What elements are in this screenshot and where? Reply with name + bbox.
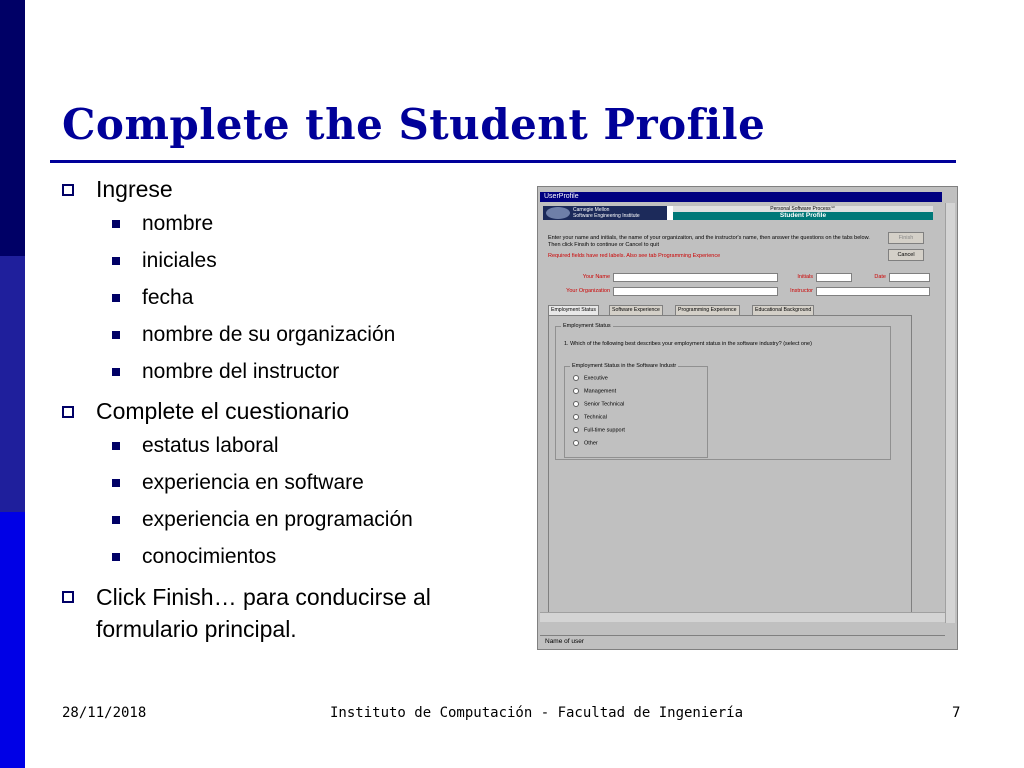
bullet-ingrese xyxy=(62,174,512,204)
radio-technical[interactable] xyxy=(573,414,607,421)
sub-bullet xyxy=(62,285,512,310)
initials-field[interactable] xyxy=(816,273,852,282)
cmu-logo-icon xyxy=(546,207,570,219)
radio-circle-icon xyxy=(573,401,579,407)
square-bullet-icon xyxy=(112,553,120,561)
tab-panel xyxy=(548,315,912,617)
left-bar-top xyxy=(0,0,25,256)
tab-employment-status[interactable]: Employment Status xyxy=(548,305,599,315)
option-label: Technical xyxy=(584,414,607,421)
sub-group-title: Employment Status in the Software Industr xyxy=(572,363,677,369)
left-bar-middle xyxy=(0,256,25,512)
radio-executive[interactable] xyxy=(573,375,608,382)
radio-other[interactable] xyxy=(573,440,598,447)
radio-circle-icon xyxy=(573,414,579,420)
sub-bullet-text: nombre del instructor xyxy=(142,360,340,383)
sub-bullet xyxy=(62,470,512,495)
psp-label: Personal Software Process℠ xyxy=(673,206,933,212)
box-bullet-icon xyxy=(62,591,74,603)
square-bullet-icon xyxy=(112,442,120,450)
bullet-cuestionario xyxy=(62,396,512,426)
box-bullet-icon xyxy=(62,406,74,418)
radio-senior-technical[interactable] xyxy=(573,401,624,408)
employment-industry-group xyxy=(564,363,708,458)
cmu-line2: Software Engineering Institute xyxy=(573,213,640,219)
option-label: Senior Technical xyxy=(584,401,625,408)
bullet-text: Ingrese xyxy=(96,176,173,202)
option-label: Other xyxy=(584,440,598,447)
group-title: Employment Status xyxy=(563,323,611,329)
square-bullet-icon xyxy=(112,220,120,228)
option-label: Full-time support xyxy=(584,427,625,434)
box-bullet-icon xyxy=(62,184,74,196)
option-label: Executive xyxy=(584,375,608,382)
tab-programming-experience[interactable]: Programming Experience xyxy=(675,305,740,315)
slide-number: 7 xyxy=(952,705,961,721)
question-text: 1. Which of the following best describes your employment status in the software industry? (select one) xyxy=(564,341,812,347)
sub-bullet xyxy=(62,507,512,532)
sub-bullet-text: conocimientos xyxy=(142,545,277,568)
your-name-label: Your Name xyxy=(582,274,610,280)
sub-bullet-text: experiencia en programación xyxy=(142,508,413,531)
cmu-line1: Carnegie Mellon xyxy=(573,207,610,213)
your-organization-label: Your Organization xyxy=(566,288,610,294)
radio-management[interactable] xyxy=(573,388,616,395)
cmu-logo-block xyxy=(543,206,667,220)
square-bullet-icon xyxy=(112,331,120,339)
radio-circle-icon xyxy=(573,440,579,446)
sub-bullet xyxy=(62,544,512,569)
sub-bullet-text: nombre xyxy=(142,212,214,235)
date-field[interactable] xyxy=(889,273,930,282)
finish-button[interactable]: Finish xyxy=(888,232,924,244)
sub-bullet xyxy=(62,322,512,347)
initials-label: Initials xyxy=(797,274,813,280)
sub-bullet-text: fecha xyxy=(142,286,194,309)
bullet-text: Click Finish… para conducirse al formulario principal. xyxy=(96,584,431,642)
instructions-text: Enter your name and initials, the name of your organizaiton, and the instructor's name, then answer the questions on the tabs below. Then click Finsih to continue or Cancel to quit xyxy=(548,235,870,248)
your-organization-field[interactable] xyxy=(613,287,778,296)
sub-bullet-text: experiencia en software xyxy=(142,471,364,494)
cancel-button[interactable]: Cancel xyxy=(888,249,924,261)
horizontal-scrollbar[interactable] xyxy=(540,612,945,622)
left-bar-bottom xyxy=(0,512,25,768)
sub-bullet xyxy=(62,433,512,458)
your-name-field[interactable] xyxy=(613,273,778,282)
footer-institution: Instituto de Computación - Facultad de Ingeniería xyxy=(330,705,744,721)
banner xyxy=(543,206,933,220)
vertical-scrollbar[interactable] xyxy=(945,203,955,623)
square-bullet-icon xyxy=(112,368,120,376)
radio-full-time-support[interactable] xyxy=(573,427,625,434)
sub-bullet xyxy=(62,211,512,236)
instructor-field[interactable] xyxy=(816,287,930,296)
window-titlebar: UserProfile xyxy=(540,192,942,202)
bullet-list xyxy=(62,174,512,652)
sub-bullet-text: estatus laboral xyxy=(142,434,279,457)
status-bar: Name of user xyxy=(540,635,945,647)
radio-circle-icon xyxy=(573,427,579,433)
square-bullet-icon xyxy=(112,516,120,524)
square-bullet-icon xyxy=(112,479,120,487)
required-note: Required fields have red labels. Also see tab Programming Experience xyxy=(548,253,721,259)
square-bullet-icon xyxy=(112,294,120,302)
sub-bullet xyxy=(62,359,512,384)
student-profile-screenshot xyxy=(537,186,958,650)
tab-software-experience[interactable]: Software Experience xyxy=(609,305,663,315)
tab-educational-background[interactable]: Educational Background xyxy=(752,305,814,315)
sub-bullet xyxy=(62,248,512,273)
slide-title: Complete the Student Profile xyxy=(62,100,766,149)
form-title: Student Profile xyxy=(673,212,933,220)
instructor-label: Instructor xyxy=(790,288,813,294)
employment-status-group xyxy=(555,323,891,460)
title-divider xyxy=(50,160,956,163)
square-bullet-icon xyxy=(112,257,120,265)
radio-circle-icon xyxy=(573,375,579,381)
footer-date: 28/11/2018 xyxy=(62,705,147,721)
sub-bullet-text: iniciales xyxy=(142,249,217,272)
date-label: Date xyxy=(874,274,886,280)
sub-bullet-text: nombre de su organización xyxy=(142,323,396,346)
bullet-text: Complete el cuestionario xyxy=(96,398,350,424)
bullet-finish xyxy=(62,581,512,645)
option-label: Management xyxy=(584,388,617,395)
radio-circle-icon xyxy=(573,388,579,394)
